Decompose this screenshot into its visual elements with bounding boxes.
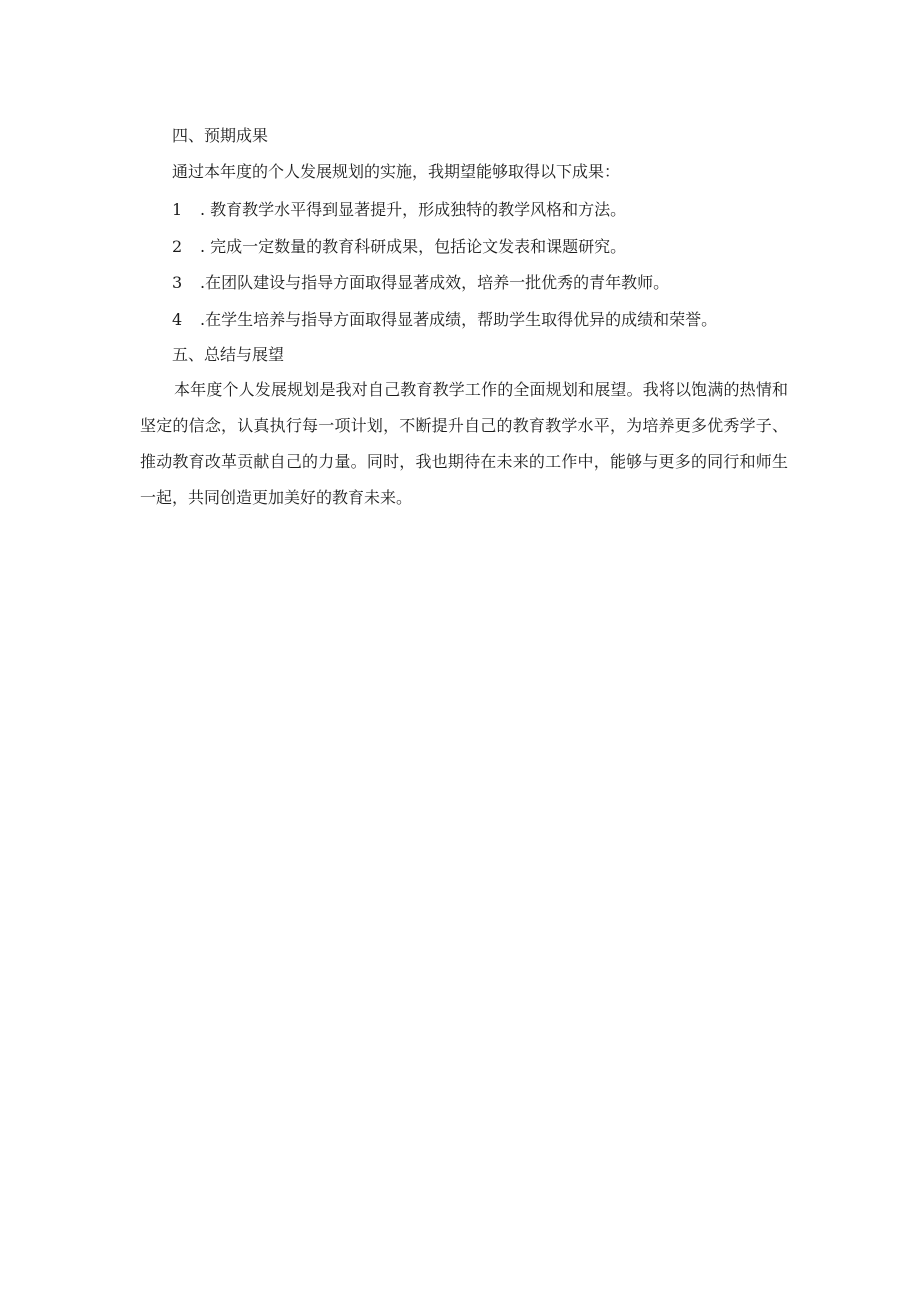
list-item-number: 4	[172, 310, 183, 329]
section-4-intro: 通过本年度的个人发展规划的实施，我期望能够取得以下成果：	[172, 162, 621, 181]
list-item-text: .在学生培养与指导方面取得显著成绩，帮助学生取得优异的成绩和荣誉。	[200, 310, 718, 329]
list-item-text: . 完成一定数量的教育科研成果，包括论文发表和课题研究。	[200, 237, 627, 256]
list-item	[172, 237, 626, 257]
section-4-heading: 四、预期成果	[172, 126, 269, 145]
list-item	[172, 310, 717, 330]
list-item-text: . 教育教学水平得到显著提升，形成独特的教学风格和方法。	[200, 200, 627, 219]
list-item-number: 2	[172, 237, 183, 256]
list-item-number: 3	[172, 273, 183, 292]
list-item-text: .在团队建设与指导方面取得显著成效，培养一批优秀的青年教师。	[200, 273, 670, 292]
list-item-number: 1	[172, 200, 183, 219]
list-item	[172, 200, 626, 220]
section-5-heading: 五、总结与展望	[172, 345, 285, 364]
section-5-paragraph: 本年度个人发展规划是我对自己教育教学工作的全面规划和展望。我将以饱满的热情和坚定的信念，认真执行每一项计划，不断提升自己的教育教学水平，为培养更多优秀学子、推动教育改革贡献自己的力量。同时，我也期待在未来的工作中，能够与更多的同行和师生一起，共同创造更加美好的教育未来。	[140, 380, 788, 507]
list-item	[172, 273, 669, 293]
